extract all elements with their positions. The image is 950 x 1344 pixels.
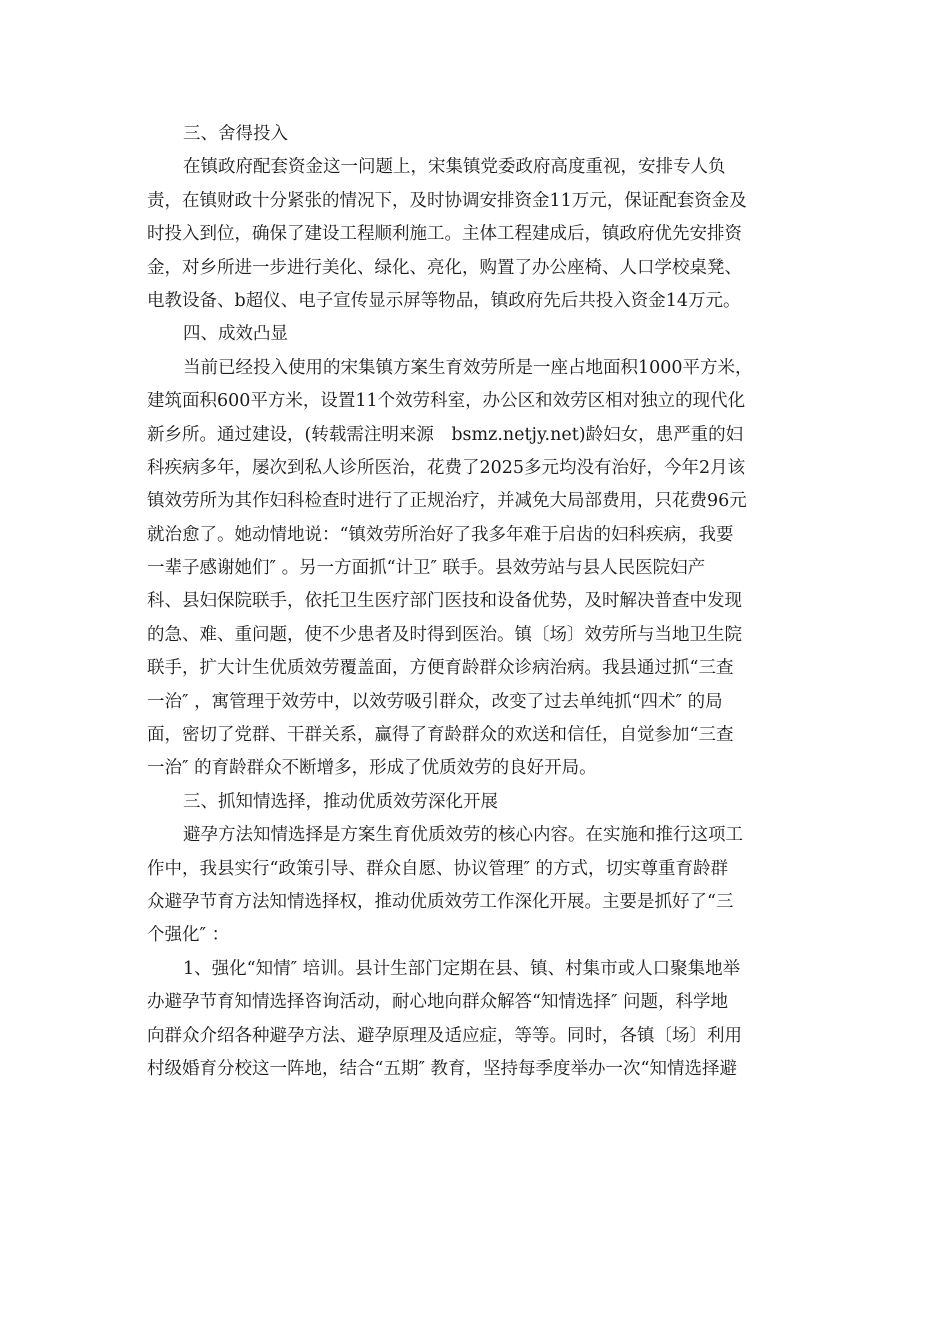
text-line: 众避孕节育方法知情选择权，推动优质效劳工作深化开展。主要是抓好了“三 [147, 891, 734, 912]
text-line: 一治″ 的育龄群众不断增多，形成了优质效劳的良好开局。 [147, 758, 597, 779]
text-line: 科、县妇保院联手，依托卫生医疗部门医技和设备优势，及时解决普查中发现 [147, 591, 742, 612]
text-line: 办避孕节育知情选择咨询活动，耐心地向群众解答“知情选择″ 问题，科学地 [147, 992, 729, 1013]
text-line: 村级婚育分校这一阵地，结合“五期″ 教育，坚持每季度举办一次“知情选择避 [147, 1058, 737, 1079]
text-line: 科疾病多年，屡次到私人诊所医治，花费了2025多元均没有治好，今年2月该 [147, 457, 746, 478]
text-line: 当前已经投入使用的宋集镇方案生育效劳所是一座占地面积1000平方米， [183, 357, 753, 378]
text-line: 向群众介绍各种避孕方法、避孕原理及适应症，等等。同时，各镇〔场〕利用 [147, 1025, 742, 1046]
text-line: 一治″ ，寓管理于效劳中，以效劳吸引群众，改变了过去单纯抓“四术″ 的局 [147, 691, 723, 712]
text-line: 四、成效凸显 [183, 324, 288, 345]
text-line: 的急、难、重问题，使不少患者及时得到医治。镇〔场〕效劳所与当地卫生院 [147, 624, 742, 645]
text-line: 在镇政府配套资金这一问题上，宋集镇党委政府高度重视，安排专人负 [183, 157, 726, 178]
text-line: 责，在镇财政十分紧张的情况下，及时协调安排资金11万元，保证配套资金及 [147, 190, 747, 211]
text-line: 三、抓知情选择，推动优质效劳深化开展 [183, 791, 498, 812]
document-page [147, 118, 807, 1086]
text-line: 个强化″ ： [147, 925, 230, 946]
text-line: 1、强化“知情″ 培训。县计生部门定期在县、镇、村集市或人口聚集地举 [183, 958, 741, 979]
text-line: 作中，我县实行“政策引导、群众自愿、协议管理″ 的方式，切实尊重育龄群 [147, 858, 729, 879]
text-line: 就治愈了。她动情地说：“镇效劳所治好了我多年难于启齿的妇科疾病，我要 [147, 524, 734, 545]
text-line: 镇效劳所为其作妇科检查时进行了正规治疗，并减免大局部费用，只花费96元 [147, 491, 747, 512]
text-line: 联手，扩大计生优质效劳覆盖面，方便育龄群众诊病治病。我县通过抓“三查 [147, 658, 734, 679]
text-line: 金，对乡所进一步进行美化、绿化、亮化，购置了办公座椅、人口学校桌凳、 [147, 257, 742, 278]
text-line: 电教设备、b超仪、电子宣传显示屏等物品，镇政府先后共投入资金14万元。 [147, 290, 741, 311]
text-line: 建筑面积600平方米，设置11个效劳科室，办公区和效劳区相对独立的现代化 [147, 391, 746, 412]
text-line: 时投入到位，确保了建设工程顺利施工。主体工程建成后，镇政府优先安排资 [147, 224, 742, 245]
text-line: 面，密切了党群、干群关系，赢得了育龄群众的欢送和信任，自觉参加“三查 [147, 725, 734, 746]
text-line: 一辈子感谢她们″ 。另一方面抓“计卫″ 联手。县效劳站与县人民医院妇产 [147, 558, 706, 579]
text-line: 避孕方法知情选择是方案生育优质效劳的核心内容。在实施和推行这项工 [183, 825, 743, 846]
text-line: 三、舍得投入 [183, 124, 288, 144]
text-line: 新乡所。通过建设，(转载需注明来源 bsmz.netjy.net)龄妇女，患严重的妇 [147, 424, 744, 445]
